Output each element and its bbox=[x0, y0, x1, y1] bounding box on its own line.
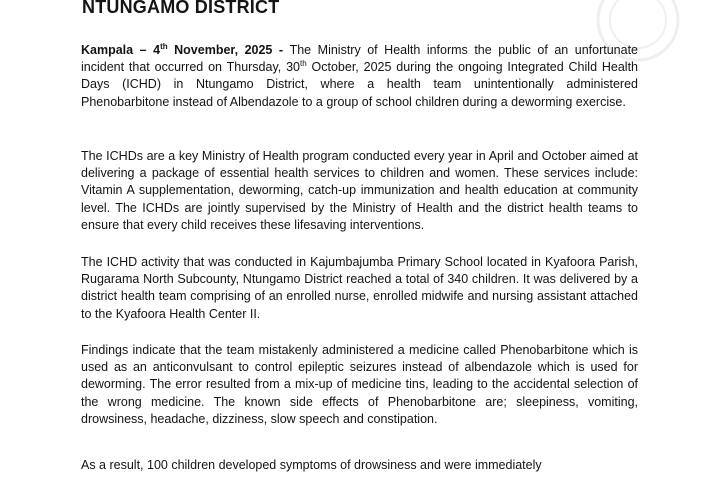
paragraph-findings: Findings indicate that the team mistakenly administered a medicine called Phenobarbitone which is used as an anticonvulsant to control epileptic seizures instead of albendazole which is used for deworming. The error resulted from a mix-up of medicine tins, leading to the accidental selection of the wrong medicine. The known side effects of Phenobarbitone are; sleepiness, vomiting, drowsiness, headache, dizziness, slow speech and constipation. bbox=[81, 343, 638, 426]
paragraph-intro: Kampala – 4th November, 2025 - The Ministry of Health informs the public of an unfortunate incident that occurred on Thursday, 30th October, 2025 during the ongoing Integrated Child Health Days (ICHD) in Ntungamo District, where a health team unintentionally administered Phenobarbitone instead of Albendazole to a group of school children during a deworming exercise. bbox=[81, 41, 639, 109]
paragraph-ichd-activity: The ICHD activity that was conducted in Kajumbajumba Primary School located in Kyafoora Parish, Rugarama North Subcounty, Ntungamo District reached a total of 340 children. It was delivered by a district health team comprising of an enrolled nurse, enrolled midwife and nursing assistant attached to the Kyafoora Health Center II. bbox=[81, 255, 638, 321]
paragraph-result: As a result, 100 children developed symptoms of drowsiness and were immediately bbox=[81, 458, 542, 472]
dateline: Kampala – 4th November, 2025 - bbox=[81, 41, 290, 57]
district-heading: NTUNGAMO DISTRICT bbox=[82, 0, 280, 17]
paragraph-ichd-program: The ICHDs are a key Ministry of Health program conducted every year in April and October aimed at delivering a package of essential health services to children and women. These services include: Vitamin A supplementation, deworming, catch-up immunization and health education at community level. The ICHDs are jointly supervised by the Ministry of Health and the district health teams to ensure that every child receives these lifesaving interventions. bbox=[81, 149, 638, 232]
